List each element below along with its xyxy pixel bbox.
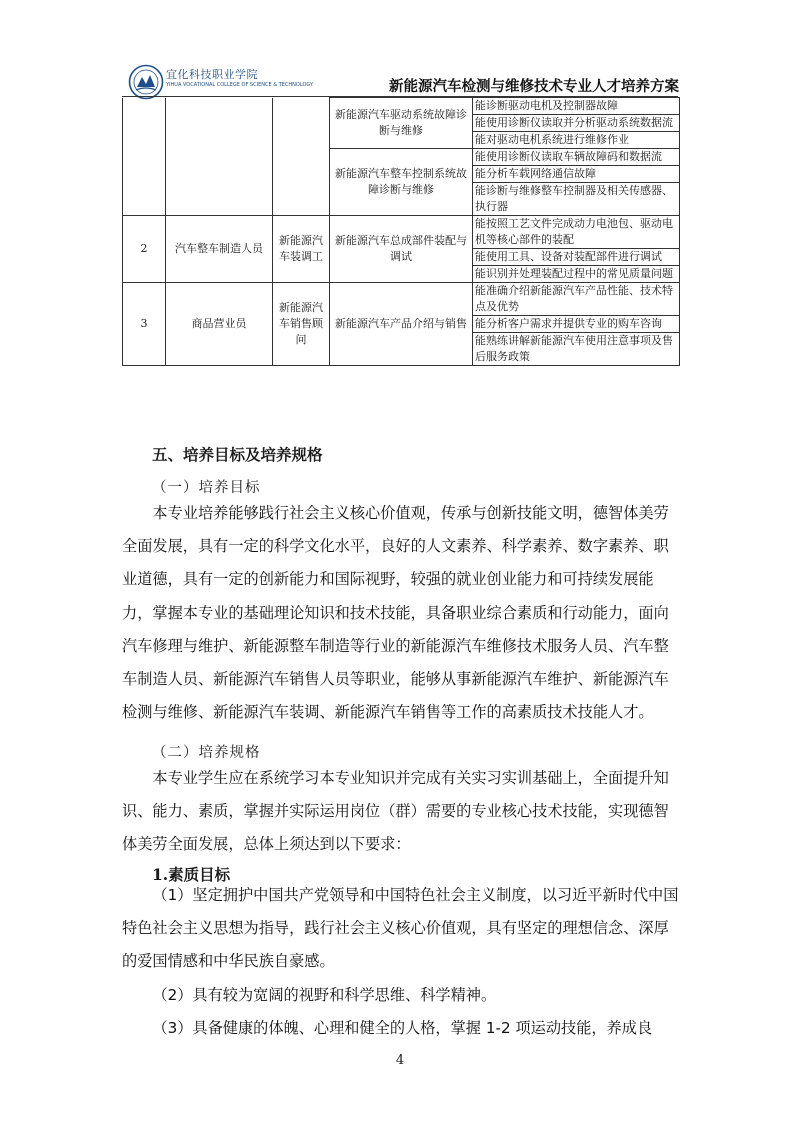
skill-item: 能使用诊断仪读取车辆故障码和数据流	[473, 149, 680, 166]
job-post	[273, 98, 330, 216]
list-item: （3）具备健康的体魄、心理和健全的人格，掌握 1-2 项运动技能，养成良	[152, 1019, 653, 1037]
job-category: 汽车整车制造人员	[166, 216, 273, 283]
college-logo-icon	[128, 64, 164, 100]
row-number: 3	[123, 283, 166, 366]
skill-item: 能对驱动电机系统进行维修作业	[473, 132, 680, 149]
job-post: 新能源汽车装调工	[273, 216, 330, 283]
skill-item: 能识别并处理装配过程中的常见质量问题	[473, 266, 680, 283]
table-row	[123, 283, 680, 316]
job-category: 商品营业员	[166, 283, 273, 366]
skill-item: 能熟练讲解新能源汽车使用注意事项及售后服务政策	[473, 333, 680, 366]
school-name: 宜化科技职业学院	[166, 68, 258, 81]
job-category	[166, 98, 273, 216]
paragraph-spec: 本专业学生应在系统学习本专业知识并完成有关实习实训基础上，全面提升知识、能力、素质，掌握并实际运用岗位（群）需要的专业核心技术技能，实现德智体美劳全面发展，总体上须达到以下要求：	[122, 769, 669, 854]
skill-item: 能分析客户需求并提供专业的购车咨询	[473, 316, 680, 333]
skill-item: 能按照工艺文件完成动力电池包、驱动电机等核心部件的装配	[473, 216, 680, 249]
skill-item: 能分析车载网络通信故障	[473, 166, 680, 183]
school-name-en: YIHUA VOCATIONAL COLLEGE OF SCIENCE & TECHNOLOGY	[166, 82, 314, 88]
document-title: 新能源汽车检测与维修技术专业人才培养方案	[389, 79, 679, 95]
section-heading: 五、培养目标及培养规格	[152, 446, 323, 464]
row-number: 2	[123, 216, 166, 283]
quality-goal-heading: 1.素质目标	[152, 865, 231, 884]
job-task-table	[122, 97, 680, 366]
skill-item: 能诊断与维修整车控制器及相关传感器、执行器	[473, 183, 680, 216]
skill-item: 能使用工具、设备对装配部件进行调试	[473, 249, 680, 266]
table-row	[123, 98, 680, 115]
work-task: 新能源汽车整车控制系统故障诊断与维修	[330, 149, 473, 216]
paragraph-goal: 本专业培养能够践行社会主义核心价值观，传承与创新技能文明，德智体美劳全面发展，具有一定的科学文化水平，良好的人文素养、科学素养、数字素养、职业道德，具有一定的创新能力和国际视野，较强的就业创业能力和可持续发展能力，掌握本专业的基础理论知识和技术技能，具备职业综合素质和行动能力，面向汽车修理与维护、新能源整车制造等行业的新能源汽车维修技术服务人员、汽车整车制造人员、新能源汽车销售人员等职业，能够从事新能源汽车维护、新能源汽车检测与维修、新能源汽车装调、新能源汽车销售等工作的高素质技术技能人才。	[122, 504, 669, 722]
work-task: 新能源汽车总成部件装配与调试	[330, 216, 473, 283]
subsection-heading-goal: （一）培养目标	[152, 480, 261, 496]
row-number	[123, 98, 166, 216]
table-row	[123, 216, 680, 249]
work-task: 新能源汽车驱动系统故障诊断与维修	[330, 98, 473, 149]
page-number: 4	[395, 1053, 405, 1068]
skill-item: 能诊断驱动电机及控制器故障	[473, 98, 680, 115]
skill-item: 能准确介绍新能源汽车产品性能、技术特点及优势	[473, 283, 680, 316]
subsection-heading-spec: （二）培养规格	[152, 745, 261, 761]
list-item: （2）具有较为宽阔的视野和科学思维、科学精神。	[152, 986, 497, 1004]
job-post: 新能源汽车销售顾问	[273, 283, 330, 366]
work-task: 新能源汽车产品介绍与销售	[330, 283, 473, 366]
skill-item: 能使用诊断仪读取并分析驱动系统数据流	[473, 115, 680, 132]
list-item: （1）坚定拥护中国共产党领导和中国特色社会主义制度，以习近平新时代中国特色社会主义思想为指导，践行社会主义核心价值观，具有坚定的理想信念、深厚的爱国情感和中华民族自豪感。	[122, 886, 679, 971]
